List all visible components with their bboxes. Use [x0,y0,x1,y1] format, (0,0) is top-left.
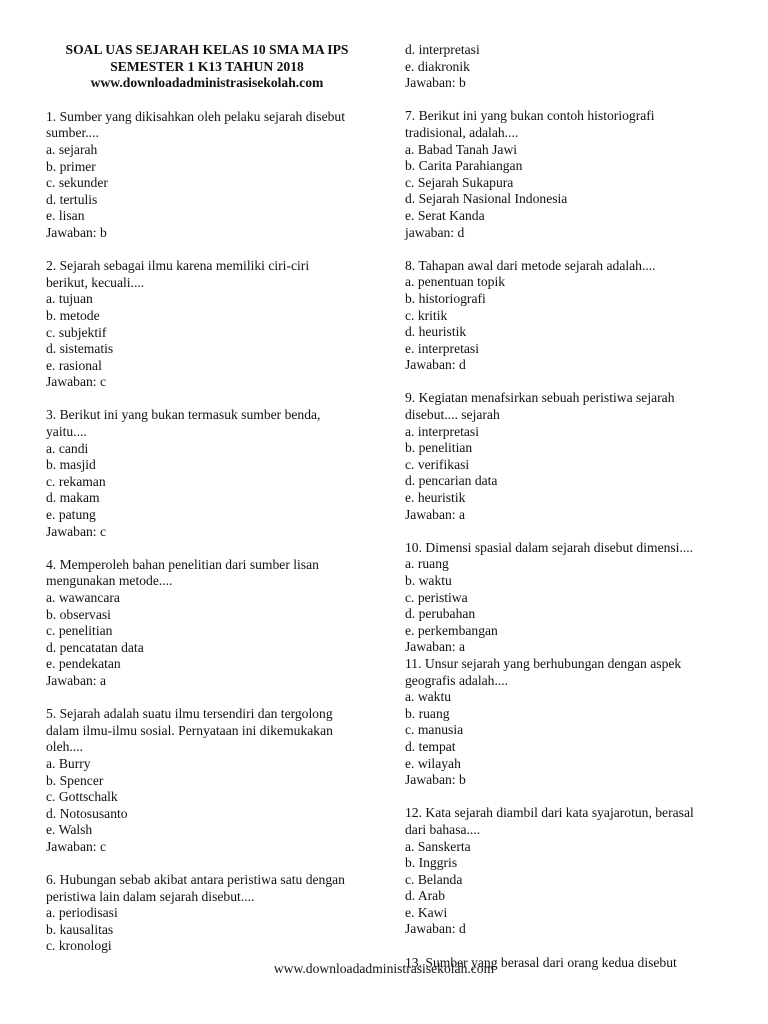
option: c. rekaman [46,473,106,489]
answer: Jawaban: c [46,838,107,854]
question-text: 3. Berikut ini yang bukan termasuk sumber benda, [46,407,321,423]
header-title: SOAL UAS SEJARAH KELAS 10 SMA MA IPS [65,42,349,57]
option: e. heuristik [405,490,466,506]
question-text: peristiwa lain dalam sejarah disebut.... [46,888,255,904]
option: c. kritik [405,307,448,323]
right-question-list [405,108,727,971]
page-footer: www.downloadadministrasisekolah.com [273,961,495,976]
question-text: mengunakan metode.... [46,573,173,589]
question-block [405,540,727,656]
option: e. diakronik [405,58,470,74]
option: d. heuristik [405,324,467,340]
question-block [46,872,368,955]
document-header [46,42,368,92]
answer: Jawaban: a [405,506,466,522]
question-block [46,109,368,242]
option: a. tujuan [46,291,93,307]
option: b. historiografi [405,290,486,306]
question-block [46,407,368,540]
question-text: berikut, kecuali.... [46,274,145,290]
option: b. Carita Parahiangan [405,158,523,174]
option: b. primer [46,158,96,174]
option: e. patung [46,507,96,523]
option: a. sejarah [46,141,98,157]
option: e. Kawi [405,904,448,920]
question-text: 6. Hubungan sebab akibat antara peristiwa satu dengan [46,872,345,888]
question-block [46,258,368,391]
option: d. Arab [405,888,446,904]
option: c. Belanda [405,871,463,887]
question-text: disebut.... sejarah [405,407,500,423]
answer: Jawaban: d [405,921,466,937]
header-website: www.downloadadministrasisekolah.com [90,75,324,91]
question-block [405,108,727,241]
question-block [46,557,368,690]
question-text: dalam ilmu-ilmu sosial. Pernyataan ini dikemukakan [46,722,333,738]
option: d. interpretasi [405,42,480,57]
question-text: 13. Sumber yang berasal dari orang kedua disebut [405,954,677,970]
option: c. manusia [405,722,464,738]
question-text: 5. Sejarah adalah suatu ilmu tersendiri dan tergolong [46,706,333,722]
answer: Jawaban: c [46,523,107,539]
option: b. penelitian [405,440,473,456]
option: d. sistematis [46,341,114,357]
option: a. candi [46,440,89,456]
answer: Jawaban: b [405,772,466,788]
question-block [405,656,727,789]
question-text: geografis adalah.... [405,672,509,688]
option: b. Inggris [405,855,458,871]
question-text: 8. Tahapan awal dari metode sejarah adalah.... [405,257,656,273]
question-text: oleh.... [46,739,83,755]
option: a. Sanskerta [405,838,471,854]
option: d. tertulis [46,191,98,207]
question-text: 9. Kegiatan menafsirkan sebuah peristiwa sejarah [405,390,675,406]
option: b. ruang [405,705,450,721]
option: a. penentuan topik [405,274,506,290]
answer: jawaban: d [405,224,465,240]
question-text: 2. Sejarah sebagai ilmu karena memiliki ciri-ciri [46,258,310,274]
question-block [405,390,727,523]
option: b. kausalitas [46,921,114,937]
option: d. Notosusanto [46,805,128,821]
option: e. wilayah [405,755,461,771]
answer: Jawaban: b [405,75,466,91]
option: a. Burry [46,755,91,771]
option: d. pencarian data [405,473,498,489]
question-text: dari bahasa.... [405,821,481,837]
right-column [405,0,727,988]
option: b. metode [46,307,100,323]
question-text: 4. Memperoleh bahan penelitian dari sumber lisan [46,556,319,572]
answer: Jawaban: c [46,374,107,390]
answer: Jawaban: d [405,357,466,373]
question-block [46,706,368,855]
question-text: 12. Kata sejarah diambil dari kata syajarotun, berasal [405,805,694,821]
option: c. penelitian [46,623,113,639]
question-text: 11. Unsur sejarah yang berhubungan dengan aspek [405,655,682,671]
option: e. pendekatan [46,656,121,672]
option: c. Gottschalk [46,789,118,805]
option: b. waktu [405,573,452,588]
option: e. rasional [46,357,102,373]
question-text: sumber.... [46,125,99,141]
option: a. wawancara [46,590,120,605]
option: a. interpretasi [405,423,479,439]
option: c. Sejarah Sukapura [405,174,514,190]
option: a. Babad Tanah Jawi [405,141,518,157]
option: d. pencatatan data [46,639,144,655]
option: c. kronologi [46,938,112,954]
option: a. waktu [405,689,452,705]
answer: Jawaban: b [46,224,107,240]
option: e. lisan [46,208,85,224]
question-text: 10. Dimensi spasial dalam sejarah disebut dimensi.... [405,539,694,555]
option: d. tempat [405,738,456,754]
option: b. Spencer [46,772,104,788]
left-column [46,0,368,972]
option: c. sekunder [46,175,108,191]
option: b. observasi [46,606,111,622]
question-6-continuation [405,42,727,92]
option: c. verifikasi [405,456,470,472]
option: d. Sejarah Nasional Indonesia [405,191,568,207]
option: d. perubahan [405,606,476,622]
question-block [405,258,727,374]
question-text: 1. Sumber yang dikisahkan oleh pelaku sejarah disebut [46,108,345,124]
question-block [405,805,727,938]
option: d. makam [46,490,100,506]
left-question-list [46,109,368,955]
question-text: yaitu.... [46,424,87,440]
option: e. interpretasi [405,340,479,356]
answer: Jawaban: a [405,639,466,655]
option: e. Serat Kanda [405,207,485,223]
option: e. Walsh [46,822,93,838]
question-text: tradisional, adalah.... [405,124,519,140]
option: b. masjid [46,457,96,473]
option: a. ruang [405,556,449,572]
question-text: 7. Berikut ini yang bukan contoh historiografi [405,108,655,124]
option: a. periodisasi [46,905,118,921]
option: c. subjektif [46,324,107,340]
answer: Jawaban: a [46,672,107,688]
option: c. peristiwa [405,589,468,605]
header-subtitle: SEMESTER 1 K13 TAHUN 2018 [110,58,304,74]
option: e. perkembangan [405,622,498,638]
